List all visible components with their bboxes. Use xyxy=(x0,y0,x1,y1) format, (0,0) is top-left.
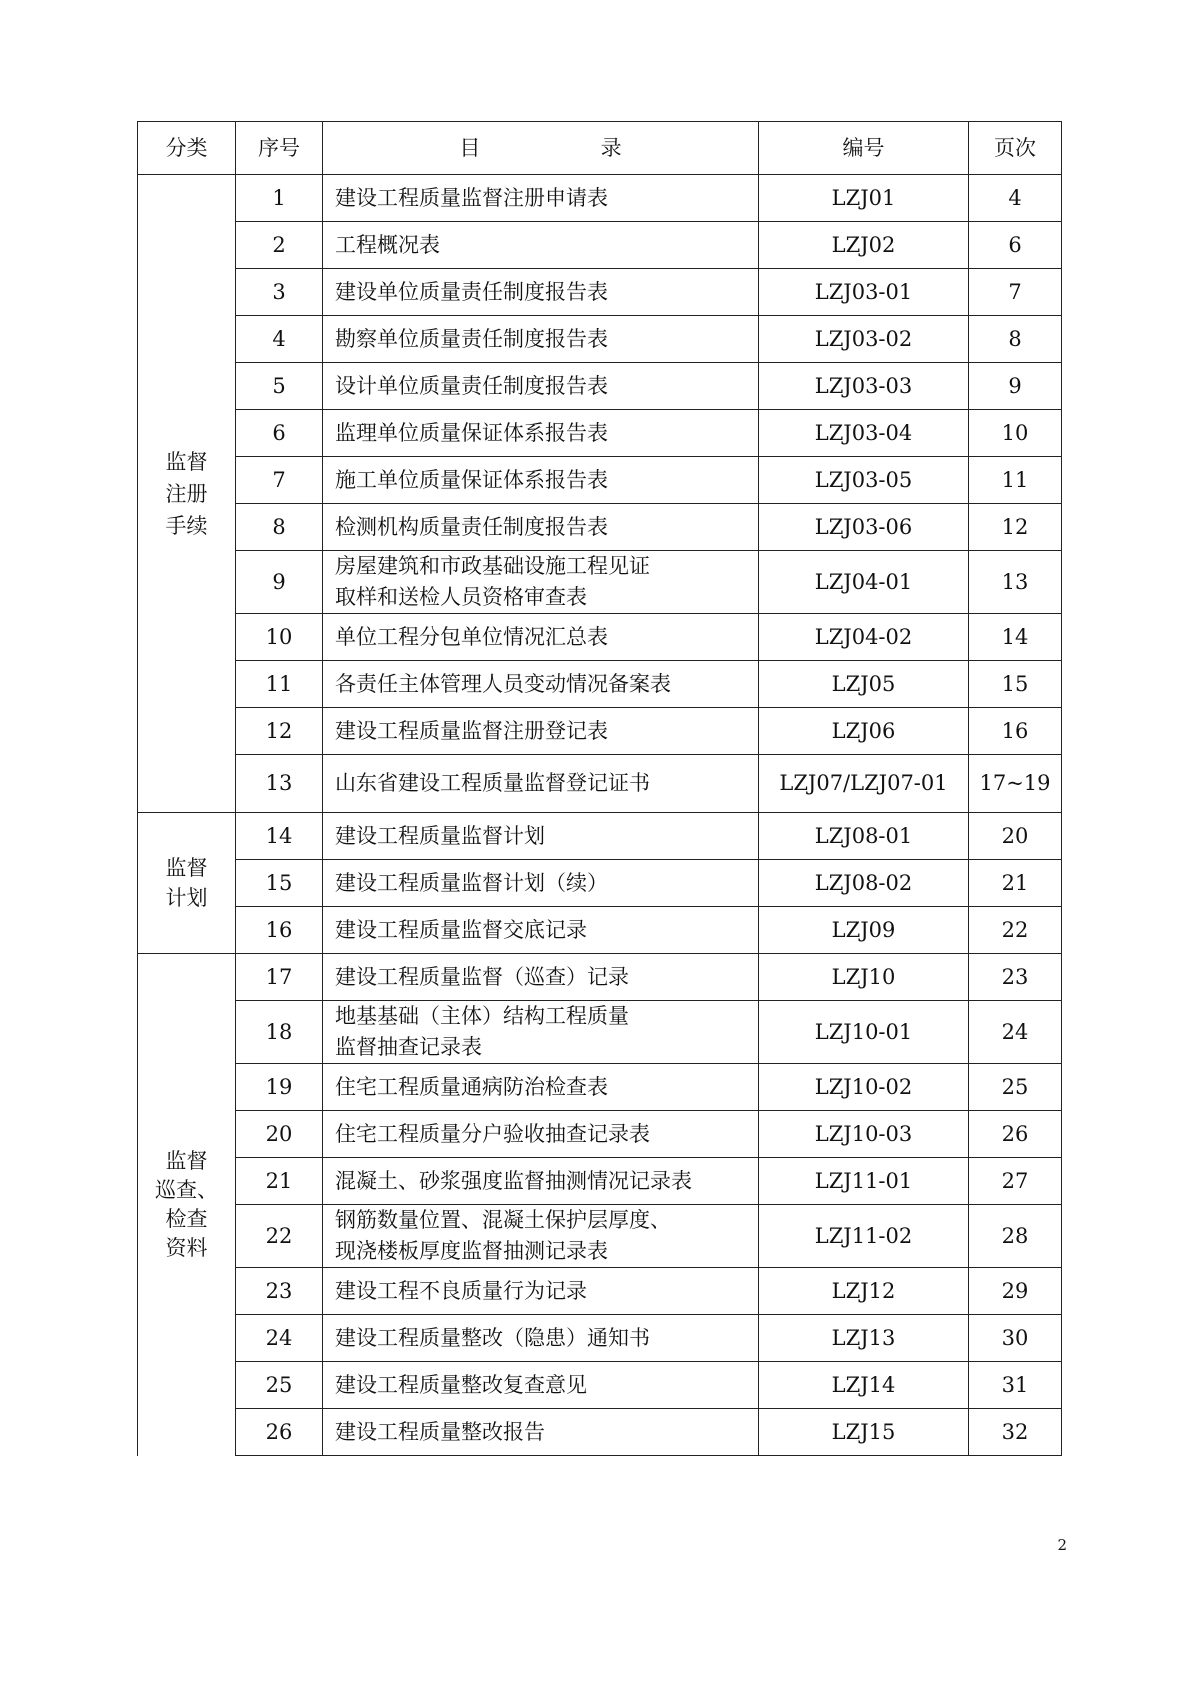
code-cell: LZJ03-01 xyxy=(759,269,969,316)
title-line: 监理单位质量保证体系报告表 xyxy=(335,420,608,445)
title-cell xyxy=(323,1409,759,1456)
seq-cell: 12 xyxy=(236,708,323,755)
table-row xyxy=(138,551,1062,614)
page-cell: 11 xyxy=(969,457,1062,504)
code-cell: LZJ03-06 xyxy=(759,504,969,551)
code-cell: LZJ03-03 xyxy=(759,363,969,410)
title-line: 房屋建筑和市政基础设施工程见证 xyxy=(335,554,650,578)
seq-cell: 11 xyxy=(236,661,323,708)
seq-cell: 5 xyxy=(236,363,323,410)
header-row xyxy=(138,122,1062,175)
table-row xyxy=(138,363,1062,410)
table-row xyxy=(138,269,1062,316)
code-cell: LZJ03-05 xyxy=(759,457,969,504)
seq-cell: 16 xyxy=(236,907,323,954)
page-cell: 9 xyxy=(969,363,1062,410)
category-line: 资料 xyxy=(165,1235,208,1260)
title-line: 建设单位质量责任制度报告表 xyxy=(335,279,608,304)
page-cell: 21 xyxy=(969,860,1062,907)
category-line: 监督 xyxy=(165,1148,208,1173)
seq-cell: 15 xyxy=(236,860,323,907)
title-line: 取样和送检人员资格审查表 xyxy=(335,585,587,609)
category-line: 检查 xyxy=(165,1206,208,1231)
title-cell xyxy=(323,661,759,708)
code-cell: LZJ08-01 xyxy=(759,813,969,860)
page-cell: 8 xyxy=(969,316,1062,363)
page-cell: 26 xyxy=(969,1111,1062,1158)
category-line: 监督 xyxy=(165,856,208,880)
title-line: 建设工程质量监督（巡查）记录 xyxy=(335,964,629,989)
page-cell: 20 xyxy=(969,813,1062,860)
title-line: 建设工程质量监督注册登记表 xyxy=(335,718,608,743)
table-row xyxy=(138,457,1062,504)
page-cell: 4 xyxy=(969,175,1062,222)
table-row xyxy=(138,504,1062,551)
table-row xyxy=(138,661,1062,708)
code-cell: LZJ04-01 xyxy=(759,551,969,614)
category-line: 手续 xyxy=(165,513,208,538)
table-row xyxy=(138,175,1062,222)
toc-body xyxy=(138,175,1062,1456)
title-line: 监督抽查记录表 xyxy=(335,1035,482,1059)
header-title: 目 录 xyxy=(323,122,759,175)
title-cell xyxy=(323,457,759,504)
category-cell xyxy=(138,954,236,1456)
page-cell: 25 xyxy=(969,1064,1062,1111)
table-row xyxy=(138,1362,1062,1409)
page-cell: 22 xyxy=(969,907,1062,954)
title-line: 现浇楼板厚度监督抽测记录表 xyxy=(335,1239,608,1263)
seq-cell: 1 xyxy=(236,175,323,222)
table-row xyxy=(138,755,1062,813)
title-cell xyxy=(323,175,759,222)
page-cell: 32 xyxy=(969,1409,1062,1456)
title-line: 山东省建设工程质量监督登记证书 xyxy=(335,771,650,795)
table-row xyxy=(138,1064,1062,1111)
title-cell xyxy=(323,1001,759,1064)
title-cell xyxy=(323,269,759,316)
title-line: 检测机构质量责任制度报告表 xyxy=(335,514,608,539)
page-cell: 16 xyxy=(969,708,1062,755)
title-line: 各责任主体管理人员变动情况备案表 xyxy=(335,671,671,696)
title-cell xyxy=(323,813,759,860)
code-cell: LZJ03-04 xyxy=(759,410,969,457)
seq-cell: 21 xyxy=(236,1158,323,1205)
code-cell: LZJ05 xyxy=(759,661,969,708)
seq-cell: 8 xyxy=(236,504,323,551)
header-page: 页次 xyxy=(969,122,1062,175)
title-line: 混凝土、砂浆强度监督抽测情况记录表 xyxy=(335,1168,692,1193)
code-cell: LZJ14 xyxy=(759,1362,969,1409)
table-row xyxy=(138,907,1062,954)
category-line: 计划 xyxy=(165,886,208,910)
code-cell: LZJ06 xyxy=(759,708,969,755)
title-line: 住宅工程质量通病防治检查表 xyxy=(335,1074,608,1099)
header-code: 编号 xyxy=(759,122,969,175)
title-line: 钢筋数量位置、混凝土保护层厚度、 xyxy=(335,1208,671,1232)
toc-table xyxy=(137,121,1062,1456)
page-cell: 30 xyxy=(969,1315,1062,1362)
page-cell: 14 xyxy=(969,614,1062,661)
category-line: 监督 xyxy=(165,449,208,474)
header-category: 分类 xyxy=(138,122,236,175)
code-cell: LZJ15 xyxy=(759,1409,969,1456)
header-seq: 序号 xyxy=(236,122,323,175)
title-cell xyxy=(323,1111,759,1158)
code-cell: LZJ10 xyxy=(759,954,969,1001)
title-cell xyxy=(323,222,759,269)
seq-cell: 7 xyxy=(236,457,323,504)
title-line: 建设工程不良质量行为记录 xyxy=(335,1278,587,1303)
table-row xyxy=(138,1111,1062,1158)
table-row xyxy=(138,954,1062,1001)
title-line: 建设工程质量监督注册申请表 xyxy=(335,185,608,210)
seq-cell: 24 xyxy=(236,1315,323,1362)
seq-cell: 19 xyxy=(236,1064,323,1111)
category-line: 注册 xyxy=(165,481,208,506)
code-cell: LZJ12 xyxy=(759,1268,969,1315)
code-cell: LZJ07/LZJ07-01 xyxy=(759,755,969,813)
page-cell: 15 xyxy=(969,661,1062,708)
title-cell xyxy=(323,755,759,813)
page-cell: 17~19 xyxy=(969,755,1062,813)
title-line: 建设工程质量整改复查意见 xyxy=(335,1372,587,1397)
title-cell xyxy=(323,1315,759,1362)
seq-cell: 9 xyxy=(236,551,323,614)
table-row xyxy=(138,222,1062,269)
seq-cell: 2 xyxy=(236,222,323,269)
title-line: 建设工程质量整改报告 xyxy=(335,1419,545,1444)
title-cell xyxy=(323,614,759,661)
title-cell xyxy=(323,1268,759,1315)
title-line: 住宅工程质量分户验收抽查记录表 xyxy=(335,1121,650,1146)
title-cell xyxy=(323,316,759,363)
seq-cell: 26 xyxy=(236,1409,323,1456)
page-cell: 24 xyxy=(969,1001,1062,1064)
title-line: 工程概况表 xyxy=(335,232,440,257)
code-cell: LZJ11-02 xyxy=(759,1205,969,1268)
title-line: 设计单位质量责任制度报告表 xyxy=(335,373,608,398)
title-line: 建设工程质量监督计划 xyxy=(335,823,545,848)
title-cell xyxy=(323,860,759,907)
title-line: 建设工程质量监督计划（续） xyxy=(335,870,608,895)
title-cell xyxy=(323,363,759,410)
page-cell: 7 xyxy=(969,269,1062,316)
page-cell: 13 xyxy=(969,551,1062,614)
title-cell xyxy=(323,708,759,755)
page-cell: 6 xyxy=(969,222,1062,269)
page-cell: 10 xyxy=(969,410,1062,457)
table-row xyxy=(138,1158,1062,1205)
code-cell: LZJ11-01 xyxy=(759,1158,969,1205)
title-line: 勘察单位质量责任制度报告表 xyxy=(335,326,608,351)
code-cell: LZJ09 xyxy=(759,907,969,954)
title-line: 施工单位质量保证体系报告表 xyxy=(335,467,608,492)
page-cell: 12 xyxy=(969,504,1062,551)
page-cell: 23 xyxy=(969,954,1062,1001)
code-cell: LZJ01 xyxy=(759,175,969,222)
title-cell xyxy=(323,1205,759,1268)
title-line: 建设工程质量监督交底记录 xyxy=(335,917,587,942)
seq-cell: 13 xyxy=(236,755,323,813)
table-row xyxy=(138,1315,1062,1362)
seq-cell: 4 xyxy=(236,316,323,363)
code-cell: LZJ02 xyxy=(759,222,969,269)
title-cell xyxy=(323,1064,759,1111)
table-row xyxy=(138,813,1062,860)
table-row xyxy=(138,1268,1062,1315)
code-cell: LZJ08-02 xyxy=(759,860,969,907)
seq-cell: 6 xyxy=(236,410,323,457)
table-row xyxy=(138,410,1062,457)
seq-cell: 14 xyxy=(236,813,323,860)
code-cell: LZJ03-02 xyxy=(759,316,969,363)
title-cell xyxy=(323,410,759,457)
code-cell: LZJ10-03 xyxy=(759,1111,969,1158)
table-row xyxy=(138,316,1062,363)
category-line: 巡查、 xyxy=(155,1177,218,1202)
title-cell xyxy=(323,551,759,614)
seq-cell: 18 xyxy=(236,1001,323,1064)
seq-cell: 23 xyxy=(236,1268,323,1315)
title-cell xyxy=(323,1362,759,1409)
seq-cell: 20 xyxy=(236,1111,323,1158)
title-cell xyxy=(323,504,759,551)
title-cell xyxy=(323,954,759,1001)
code-cell: LZJ10-01 xyxy=(759,1001,969,1064)
title-cell xyxy=(323,1158,759,1205)
title-line: 地基基础（主体）结构工程质量 xyxy=(335,1004,629,1028)
seq-cell: 17 xyxy=(236,954,323,1001)
code-cell: LZJ04-02 xyxy=(759,614,969,661)
page-cell: 31 xyxy=(969,1362,1062,1409)
table-row xyxy=(138,708,1062,755)
title-line: 单位工程分包单位情况汇总表 xyxy=(335,624,608,649)
table-row xyxy=(138,614,1062,661)
page-cell: 27 xyxy=(969,1158,1062,1205)
table-row xyxy=(138,1205,1062,1268)
seq-cell: 10 xyxy=(236,614,323,661)
category-cell xyxy=(138,175,236,813)
table-row xyxy=(138,860,1062,907)
category-cell xyxy=(138,813,236,954)
title-cell xyxy=(323,907,759,954)
seq-cell: 25 xyxy=(236,1362,323,1409)
title-line: 建设工程质量整改（隐患）通知书 xyxy=(335,1325,650,1350)
seq-cell: 3 xyxy=(236,269,323,316)
page-number: 2 xyxy=(1057,1536,1067,1554)
code-cell: LZJ10-02 xyxy=(759,1064,969,1111)
code-cell: LZJ13 xyxy=(759,1315,969,1362)
page-cell: 28 xyxy=(969,1205,1062,1268)
page-cell: 29 xyxy=(969,1268,1062,1315)
seq-cell: 22 xyxy=(236,1205,323,1268)
table-row xyxy=(138,1001,1062,1064)
table-row xyxy=(138,1409,1062,1456)
